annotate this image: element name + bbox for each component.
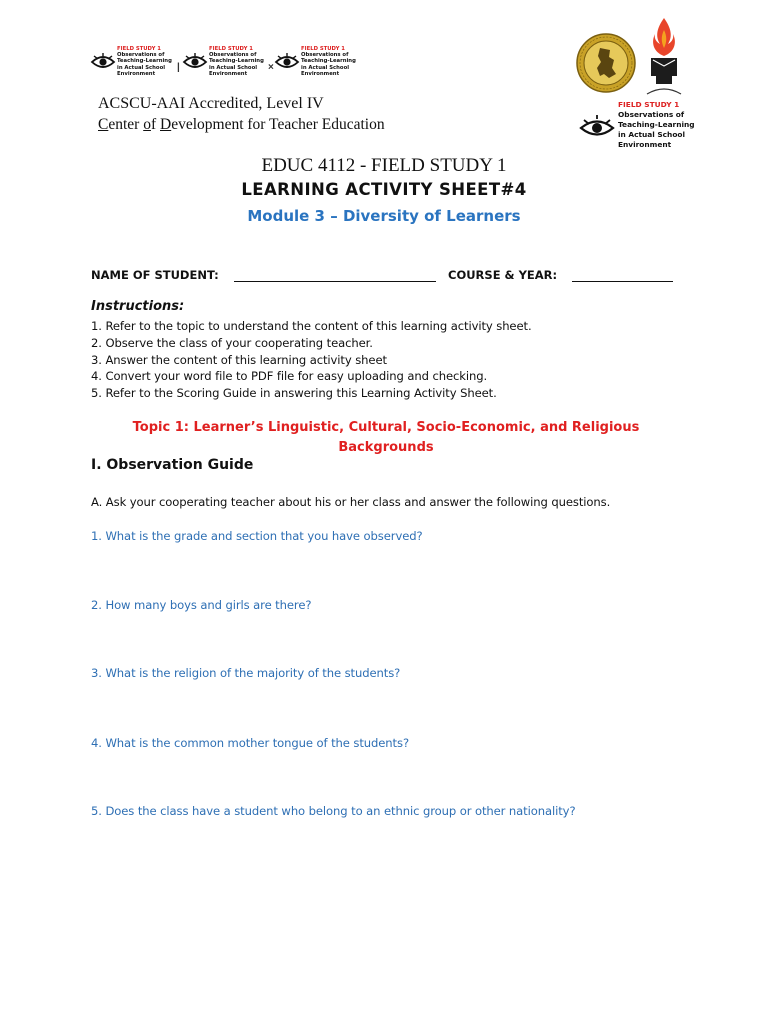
cde-initial: C [98,116,109,133]
topic-title-line: Backgrounds [338,440,434,455]
instruction-item: 1. Refer to the topic to understand the content of this learning activity sheet. [91,319,532,333]
field-study-badge-right [578,100,708,156]
module-title: Module 3 – Diversity of Learners [247,207,521,225]
question-item: 5. Does the class have a student who belong to an ethnic group or other nationality? [91,804,576,818]
question-item: 3. What is the religion of the majority of the students? [91,666,401,680]
instructions-list [91,318,532,402]
badge-body: Observations of Teaching-Learning in Actual School Environment [618,110,695,149]
eye-icon [274,52,300,72]
cde-initial: o [143,116,151,133]
student-info-row [91,268,691,288]
separator-mark: | [177,62,180,73]
badge-title: FIELD STUDY 1 [301,46,345,52]
badge-body: Observations of Teaching-Learning in Actual School Environment [209,52,264,77]
badge-title: FIELD STUDY 1 [618,100,680,109]
course-year-blank[interactable] [572,281,673,282]
field-study-badge [274,46,366,90]
badge-title: FIELD STUDY 1 [117,46,161,52]
course-year-label: COURSE & YEAR: [448,268,558,282]
observation-guide-heading: I. Observation Guide [91,457,254,473]
course-code-title: EDUC 4112 - FIELD STUDY 1 [261,155,507,176]
badge-body: Observations of Teaching-Learning in Actual School Environment [301,52,356,77]
field-study-badge [182,46,274,90]
instruction-item: 4. Convert your word file to PDF file for easy uploading and checking. [91,369,488,384]
university-seal-logo [576,30,636,96]
observation-intro: A. Ask your cooperating teacher about his or her class and answer the following questions. [91,495,611,509]
instruction-item: 5. Refer to the Scoring Guide in answering this Learning Activity Sheet. [91,386,497,401]
name-of-student-label: NAME OF STUDENT: [91,268,219,282]
question-item: 2. How many boys and girls are there? [91,598,312,612]
instructions-heading: Instructions: [91,299,185,314]
topic-title-line: Topic 1: Learner’s Linguistic, Cultural, Socio-Economic, and Religious [132,420,640,435]
cde-text: evelopment for Teacher Education [171,116,385,133]
cde-initial: D [160,116,172,133]
question-item: 4. What is the common mother tongue of the students? [91,736,409,750]
learning-activity-sheet-title: LEARNING ACTIVITY SHEET#4 [241,180,527,199]
badge-body: Observations of Teaching-Learning in Actual School Environment [117,52,172,77]
college-of-education-logo [643,14,685,100]
center-of-development-line [98,116,385,134]
instruction-item: 2. Observe the class of your cooperating teacher. [91,335,373,350]
topic-title [110,418,662,458]
cde-text: f [150,116,160,133]
field-study-badge [90,46,182,90]
name-of-student-blank[interactable] [234,281,436,282]
question-item: 1. What is the grade and section that you have observed? [91,529,423,543]
separator-mark: × [268,62,274,73]
cde-text: enter [108,116,144,133]
instruction-item: 3. Answer the content of this learning activity sheet [91,352,387,367]
eye-icon [182,52,208,72]
accreditation-line: ACSCU-AAI Accredited, Level IV [98,95,324,112]
field-study-logo-strip [90,46,358,92]
eye-icon [578,114,616,142]
badge-title: FIELD STUDY 1 [209,46,253,52]
eye-icon [90,52,116,72]
